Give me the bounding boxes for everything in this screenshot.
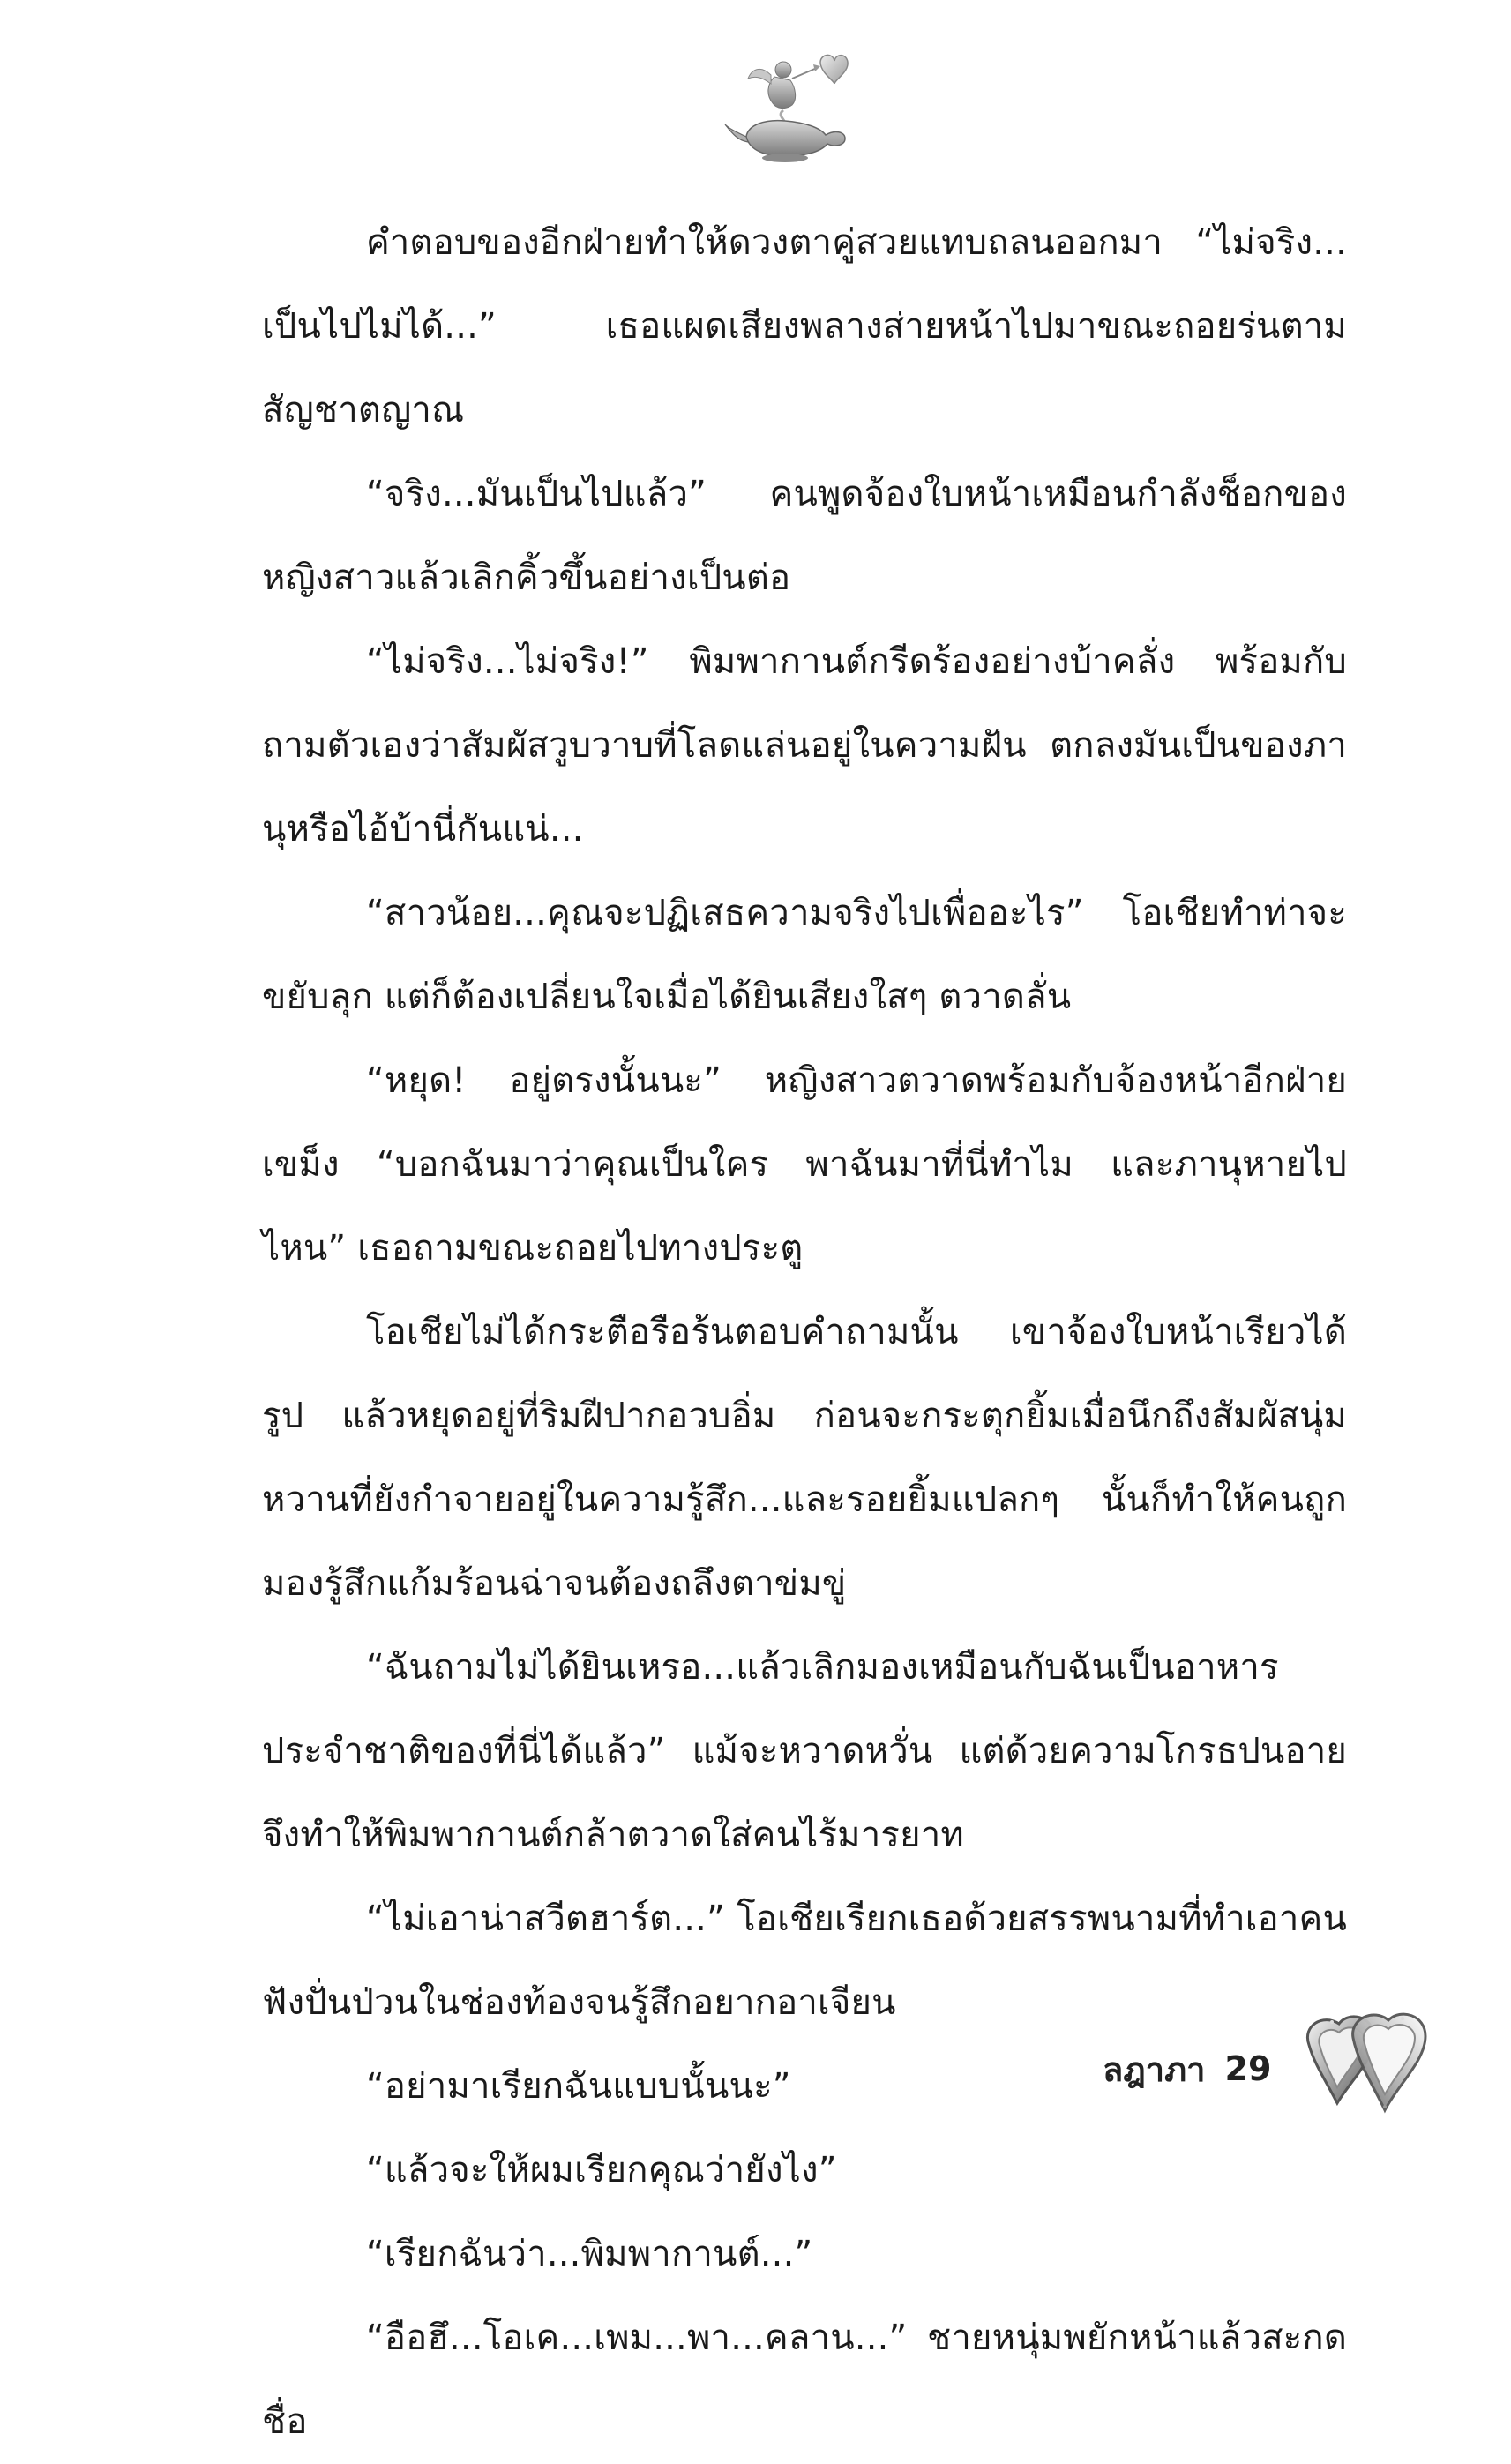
paragraph: “ไม่เอาน่าสวีตฮาร์ต...” โอเชียเรียกเธอด้วยสรรพนามที่ทำเอาคนฟังปั่นป่วนในช่องท้องจนรู้สึกอยากอาเจียน <box>262 1899 1347 2023</box>
paragraph: โอเชียไม่ได้กระตือรือร้นตอบคำถามนั้น เขาจ้องใบหน้าเรียวได้รูป แล้วหยุดอยู่ที่ริมฝีปากอวบอิ่ม ก่อนจะกระตุกยิ้มเมื่อนึกถึงสัมผัสนุ่มหวานที่ยังกำจายอยู่ในความรู้สึก...และรอยยิ้มแปลกๆ นั้นก็ทำให้คนถูกมองรู้สึกแก้มร้อนฉ่าจนต้องถลึงตาข่มขู่ <box>262 1312 1347 1604</box>
paragraph: “สาวน้อย...คุณจะปฏิเสธความจริงไปเพื่ออะไร” โอเชียทำท่าจะขยับลุก แต่ก็ต้องเปลี่ยนใจเมื่อได้ยินเสียงใสๆ ตวาดลั่น <box>262 893 1347 1017</box>
paragraph: “เรียกฉันว่า...พิมพากานต์...” <box>366 2234 813 2274</box>
story-text <box>262 201 1347 2464</box>
genie-lamp-with-cupid-icon <box>722 49 854 163</box>
paragraph: “ฉันถามไม่ได้ยินเหรอ...แล้วเลิกมองเหมือนกับฉันเป็นอาหารประจำชาติของที่นี่ได้แล้ว” แม้จะหวาดหวั่น แต่ด้วยความโกรธปนอายจึงทำให้พิมพากานต์กล้าตวาดใส่คนไร้มารยาท <box>262 1647 1347 1855</box>
paragraph: “จริง...มันเป็นไปแล้ว” คนพูดจ้องใบหน้าเหมือนกำลังช็อกของหญิงสาวแล้วเลิกคิ้วขึ้นอย่างเป็นต่อ <box>262 474 1347 598</box>
paragraph: “หยุด! อยู่ตรงนั้นนะ” หญิงสาวตวาดพร้อมกับจ้องหน้าอีกฝ่ายเขม็ง “บอกฉันมาว่าคุณเป็นใคร พาฉันมาที่นี่ทำไม และภานุหายไปไหน” เธอถามขณะถอยไปทางประตู <box>262 1060 1347 1269</box>
page-number: 29 <box>1224 2049 1272 2088</box>
paragraph: คำตอบของอีกฝ่ายทำให้ดวงตาคู่สวยแทบถลนออกมา “ไม่จริง... เป็นไปไม่ได้...” เธอแผดเสียงพลางส่ายหน้าไปมาขณะถอยร่นตามสัญชาตญาณ <box>262 222 1347 431</box>
paragraph: “อือฮึ...โอเค...เพม...พา...คลาน...” ชายหนุ่มพยักหน้าแล้วสะกดชื่อ <box>262 2318 1347 2442</box>
paragraph: “อย่ามาเรียกฉันแบบนั้นนะ” <box>366 2066 791 2107</box>
page-footer <box>1103 2029 1271 2108</box>
book-title: ลฎาภา <box>1103 2049 1206 2089</box>
paragraph: “ไม่จริง...ไม่จริง!” พิมพากานต์กรีดร้องอย่างบ้าคลั่ง พร้อมกับถามตัวเองว่าสัมผัสวูบวาบที่โลดแล่นอยู่ในความฝัน ตกลงมันเป็นของภานุหรือไอ้บ้านี่กันแน่... <box>262 641 1347 850</box>
interlocked-hearts-icon <box>1297 2003 1438 2126</box>
paragraph: “แล้วจะให้ผมเรียกคุณว่ายังไง” <box>366 2150 837 2191</box>
